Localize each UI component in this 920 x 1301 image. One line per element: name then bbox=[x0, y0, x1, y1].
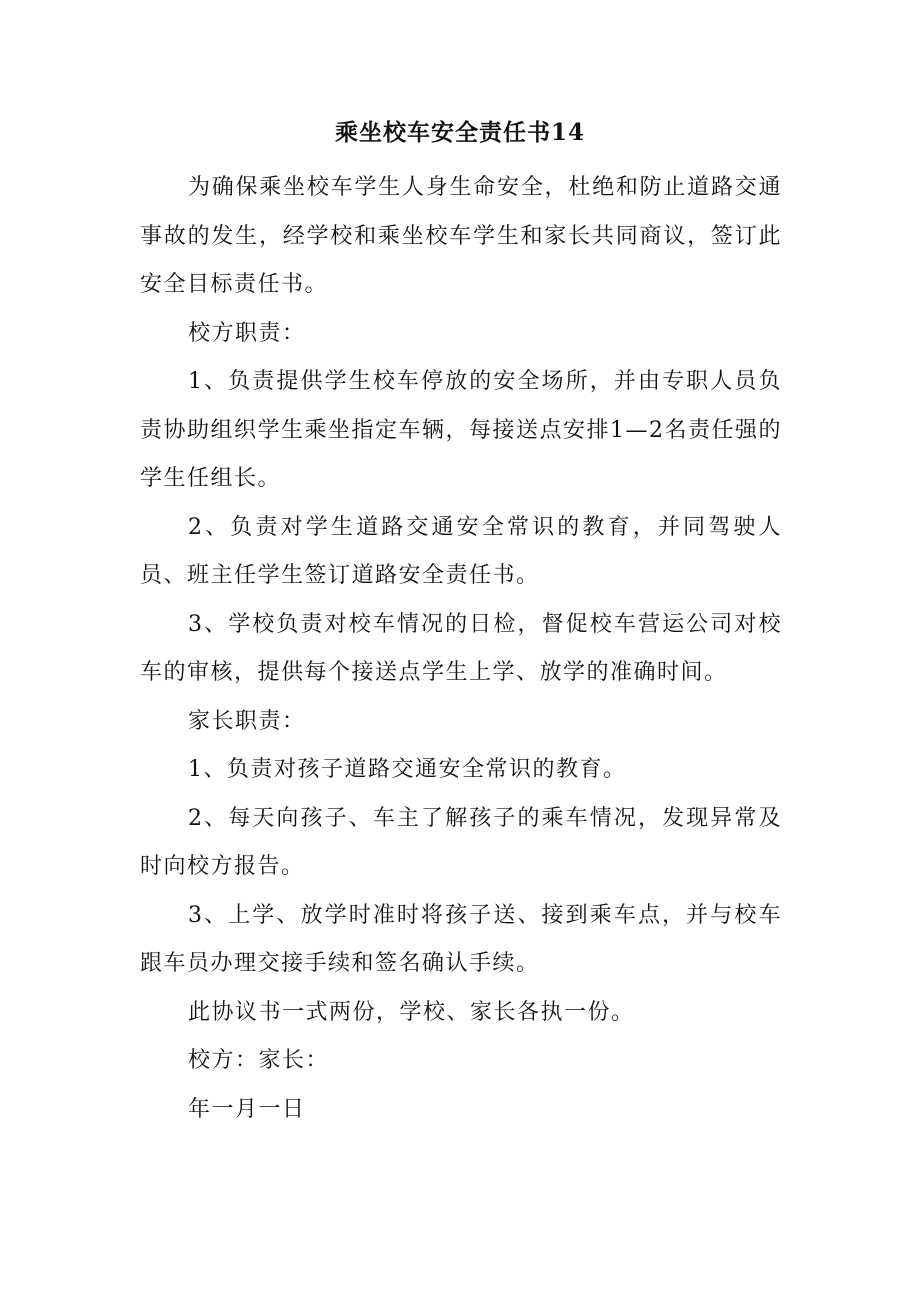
date-line: 年一月一日 bbox=[188, 1096, 306, 1122]
parent-duties-heading: 家长职责： bbox=[188, 708, 306, 734]
parent-duty-item-1: 1、负责对孩子道路交通安全常识的教育。 bbox=[188, 757, 627, 782]
intro-paragraph: 为确保乘坐校车学生人身生命安全，杜绝和防止道路交通事故的发生，经学校和乘坐校车学生和家长共同商议，签订此安全目标责任书。 bbox=[140, 175, 782, 297]
parent-duty-item-2: 2、每天向孩子、车主了解孩子的乘车情况，发现异常及时向校方报告。 bbox=[140, 805, 782, 879]
parent-duty-item-3: 3、上学、放学时准时将孩子送、接到乘车点，并与校车跟车员办理交接手续和签名确认手续。 bbox=[140, 902, 782, 976]
copies-statement: 此协议书一式两份，学校、家长各执一份。 bbox=[188, 999, 635, 1025]
document-body bbox=[140, 164, 782, 1134]
document-title: 乘坐校车安全责任书14 bbox=[334, 119, 585, 146]
signature-line: 校方：家长： bbox=[188, 1048, 330, 1073]
school-duty-item-1: 1、负责提供学生校车停放的安全场所，并由专职人员负责协助组织学生乘坐指定车辆，每接送点安排1—2名责任强的学生任组长。 bbox=[140, 369, 782, 491]
school-duties-heading: 校方职责： bbox=[188, 320, 306, 346]
school-duty-item-2: 2、负责对学生道路交通安全常识的教育，并同驾驶人员、班主任学生签订道路安全责任书。 bbox=[140, 514, 782, 588]
school-duty-item-3: 3、学校负责对校车情况的日检，督促校车营运公司对校车的审核，提供每个接送点学生上学、放学的准确时间。 bbox=[140, 611, 782, 685]
